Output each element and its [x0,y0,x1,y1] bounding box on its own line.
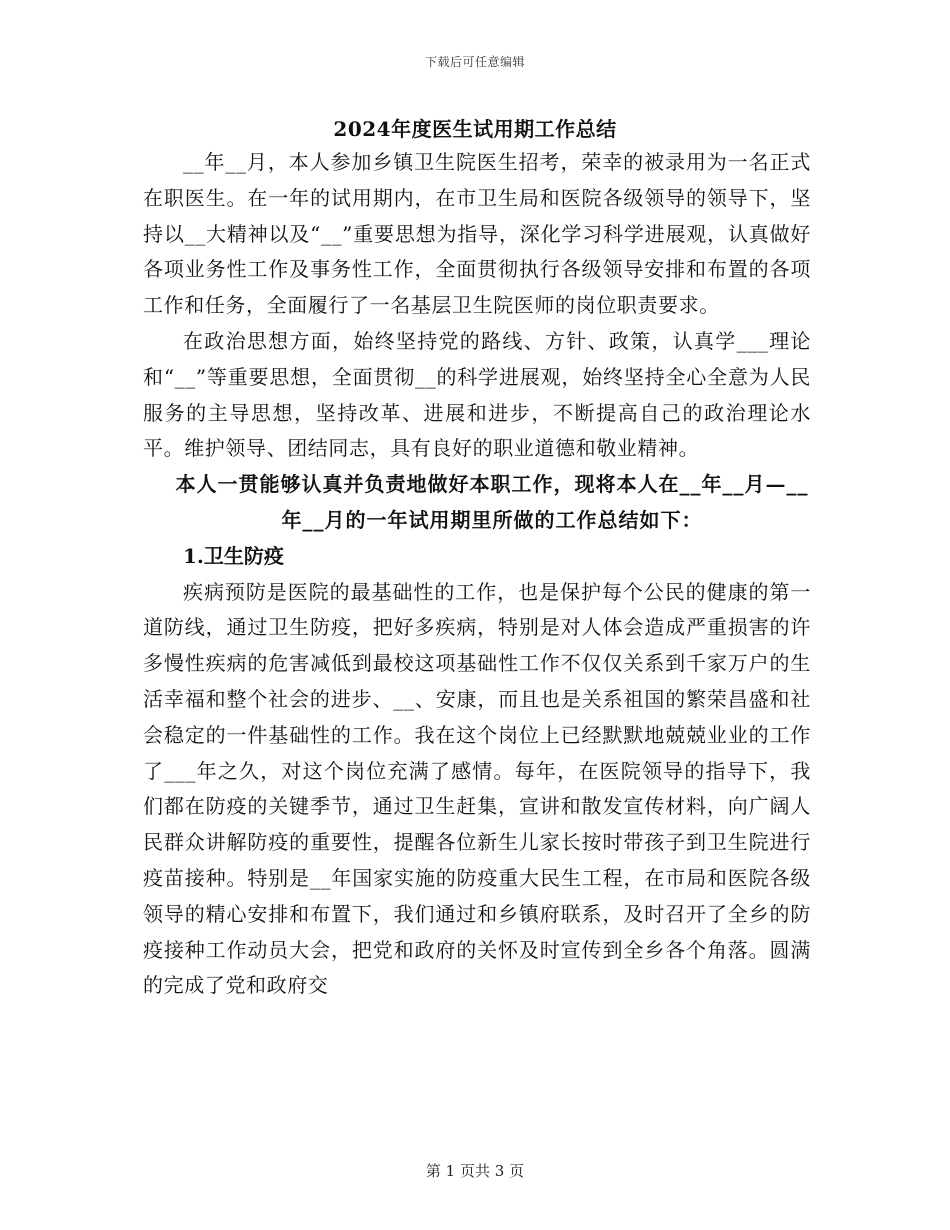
paragraph-intro: __年__月，本人参加乡镇卫生院医生招考，荣幸的被录用为一名正式在职医生。在一年的试用期内，在市卫生局和医院各级领导的领导下，坚持以__大精神以及“__”重要思想为指导，深化学习科学进展观，认真做好各项业务性工作及事务性工作，全面贯彻执行各级领导安排和布置的各项工作和任务，全面履行了一名基层卫生院医师的岗位职责要求。 [143,150,811,318]
document-title: 2024年度医生试用期工作总结 [333,117,617,141]
page-number: 第 1 页共 3 页 [425,1162,525,1180]
section-heading-epidemic-prevention: 1.卫生防疫 [183,543,284,568]
paragraph-summary-lead: 本人一贯能够认真并负责地做好本职工作，现将本人在__年__月—__年__月的一年试用期里所做的工作总结如下： [175,472,809,532]
paragraph-epidemic-prevention: 疾病预防是医院的最基础性的工作，也是保护每个公民的健康的第一道防线，通过卫生防疫，把好多疾病，特别是对人体会造成严重损害的许多慢性疾病的危害减低到最校这项基础性工作不仅仅关系到千家万户的生活幸福和整个社会的进步、__、安康，而且也是关系祖国的繁荣昌盛和社会稳定的一件基础性的工作。我在这个岗位上已经默默地兢兢业业的工作了___年之久，对这个岗位充满了感情。每年，在医院领导的指导下，我们都在防疫的关键季节，通过卫生赶集，宣讲和散发宣传材料，向广阔人民群众讲解防疫的重要性，提醒各位新生儿家长按时带孩子到卫生院进行疫苗接种。特别是__年国家实施的防疫重大民生工程，在市局和医院各级领导的精心安排和布置下，我们通过和乡镇府联系，及时召开了全乡的防疫接种工作动员大会，把党和政府的关怀及时宣传到全乡各个角落。圆满的完成了党和政府交 [143,579,811,998]
document-body [143,145,811,1004]
paragraph-political: 在政治思想方面，始终坚持党的路线、方针、政策，认真学___理论和“__”等重要思想，全面贯彻__的科学进展观，始终坚持全心全意为人民服务的主导思想，坚持改革、进展和进步，不断提高自己的政治理论水平。维护领导、团结同志，具有良好的职业道德和敬业精神。 [143,328,811,461]
header-note: 下载后可任意编辑 [424,55,525,69]
